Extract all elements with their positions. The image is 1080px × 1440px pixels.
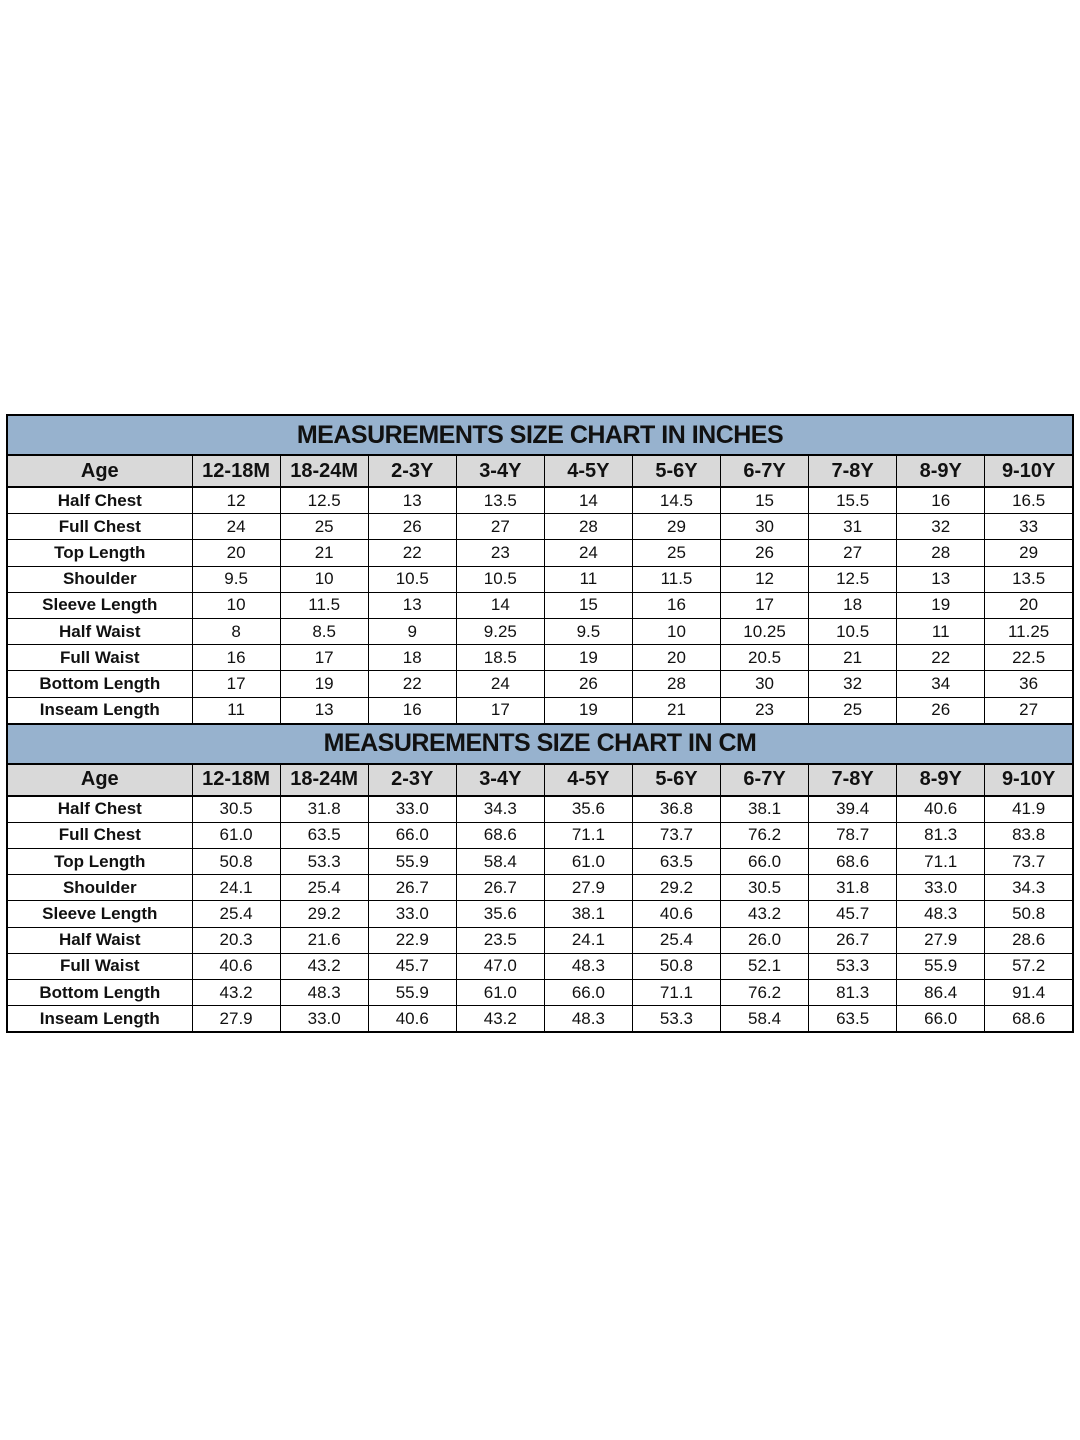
measurement-value: 13 [280, 697, 368, 724]
measurement-value: 17 [280, 645, 368, 671]
measurement-value: 39.4 [809, 796, 897, 823]
measurement-value: 33 [985, 514, 1073, 540]
measurement-value: 34 [897, 671, 985, 697]
measurement-label: Half Chest [7, 796, 192, 823]
measurement-value: 9.25 [456, 618, 544, 644]
measurement-value: 30 [721, 671, 809, 697]
measurement-label: Top Length [7, 540, 192, 566]
measurement-label: Shoulder [7, 566, 192, 592]
measurement-value: 22.9 [368, 927, 456, 953]
measurement-label: Full Chest [7, 822, 192, 848]
measurement-value: 15 [721, 487, 809, 514]
measurement-value: 33.0 [280, 1006, 368, 1033]
measurement-value: 41.9 [985, 796, 1073, 823]
measurement-label: Sleeve Length [7, 901, 192, 927]
age-header: Age [7, 764, 192, 796]
measurement-value: 73.7 [985, 849, 1073, 875]
age-column-header: 9-10Y [985, 455, 1073, 487]
measurement-value: 16.5 [985, 487, 1073, 514]
measurement-value: 27.9 [897, 927, 985, 953]
age-column-header: 18-24M [280, 764, 368, 796]
measurement-value: 43.2 [721, 901, 809, 927]
measurement-value: 43.2 [456, 1006, 544, 1033]
measurement-value: 19 [897, 592, 985, 618]
table-row [7, 953, 1073, 979]
measurement-value: 29.2 [280, 901, 368, 927]
measurement-value: 19 [280, 671, 368, 697]
measurement-value: 10 [632, 618, 720, 644]
measurement-value: 53.3 [809, 953, 897, 979]
measurement-value: 21 [809, 645, 897, 671]
measurement-value: 14.5 [632, 487, 720, 514]
age-column-header: 7-8Y [809, 455, 897, 487]
measurement-value: 25.4 [632, 927, 720, 953]
measurement-value: 27 [809, 540, 897, 566]
age-column-header: 12-18M [192, 764, 280, 796]
measurement-value: 22.5 [985, 645, 1073, 671]
measurement-value: 26 [368, 514, 456, 540]
measurement-value: 11 [192, 697, 280, 724]
size-chart-table [6, 414, 1074, 1033]
measurement-value: 40.6 [632, 901, 720, 927]
measurement-value: 27 [985, 697, 1073, 724]
measurement-value: 20 [632, 645, 720, 671]
measurement-value: 28 [544, 514, 632, 540]
measurement-value: 29.2 [632, 875, 720, 901]
measurement-value: 17 [721, 592, 809, 618]
measurement-value: 11.25 [985, 618, 1073, 644]
measurement-value: 11.5 [280, 592, 368, 618]
measurement-value: 15 [544, 592, 632, 618]
age-column-header: 2-3Y [368, 764, 456, 796]
chart-title-row-cm [7, 724, 1073, 764]
age-column-header: 6-7Y [721, 455, 809, 487]
measurement-value: 31 [809, 514, 897, 540]
table-row [7, 540, 1073, 566]
measurement-value: 10.5 [809, 618, 897, 644]
table-row [7, 487, 1073, 514]
age-column-header: 8-9Y [897, 455, 985, 487]
measurement-label: Half Waist [7, 927, 192, 953]
measurement-value: 25.4 [192, 901, 280, 927]
measurement-value: 20 [985, 592, 1073, 618]
measurement-value: 55.9 [368, 849, 456, 875]
measurement-value: 20.3 [192, 927, 280, 953]
measurement-value: 16 [368, 697, 456, 724]
measurement-value: 30.5 [192, 796, 280, 823]
measurement-value: 48.3 [544, 953, 632, 979]
measurement-value: 21 [280, 540, 368, 566]
measurement-value: 63.5 [280, 822, 368, 848]
measurement-value: 27.9 [544, 875, 632, 901]
measurement-value: 76.2 [721, 822, 809, 848]
measurement-value: 61.0 [456, 980, 544, 1006]
measurement-value: 66.0 [368, 822, 456, 848]
measurement-value: 40.6 [192, 953, 280, 979]
table-row [7, 849, 1073, 875]
measurement-value: 28 [632, 671, 720, 697]
measurement-value: 14 [456, 592, 544, 618]
measurement-value: 23.5 [456, 927, 544, 953]
table-row [7, 796, 1073, 823]
measurement-value: 20 [192, 540, 280, 566]
age-column-header: 9-10Y [985, 764, 1073, 796]
size-chart-body [7, 415, 1073, 1032]
measurement-value: 25 [280, 514, 368, 540]
measurement-value: 55.9 [897, 953, 985, 979]
measurement-value: 32 [809, 671, 897, 697]
measurement-value: 18 [809, 592, 897, 618]
measurement-value: 13.5 [985, 566, 1073, 592]
measurement-value: 11 [544, 566, 632, 592]
measurement-label: Inseam Length [7, 697, 192, 724]
age-column-header: 5-6Y [632, 455, 720, 487]
measurement-value: 31.8 [280, 796, 368, 823]
age-column-header: 8-9Y [897, 764, 985, 796]
measurement-value: 38.1 [721, 796, 809, 823]
header-row-inches [7, 455, 1073, 487]
measurement-value: 12.5 [809, 566, 897, 592]
age-column-header: 7-8Y [809, 764, 897, 796]
measurement-value: 71.1 [897, 849, 985, 875]
table-row [7, 671, 1073, 697]
age-column-header: 2-3Y [368, 455, 456, 487]
measurement-value: 63.5 [809, 1006, 897, 1033]
table-row [7, 927, 1073, 953]
measurement-value: 16 [192, 645, 280, 671]
measurement-value: 24.1 [192, 875, 280, 901]
measurement-value: 31.8 [809, 875, 897, 901]
measurement-value: 19 [544, 697, 632, 724]
measurement-value: 43.2 [280, 953, 368, 979]
measurement-value: 32 [897, 514, 985, 540]
table-row [7, 1006, 1073, 1033]
measurement-value: 12 [721, 566, 809, 592]
measurement-value: 24 [544, 540, 632, 566]
age-header: Age [7, 455, 192, 487]
measurement-value: 38.1 [544, 901, 632, 927]
measurement-value: 23 [721, 697, 809, 724]
measurement-value: 76.2 [721, 980, 809, 1006]
table-row [7, 514, 1073, 540]
table-row [7, 875, 1073, 901]
measurement-value: 13 [897, 566, 985, 592]
measurement-value: 10.5 [456, 566, 544, 592]
measurement-value: 27.9 [192, 1006, 280, 1033]
measurement-value: 45.7 [368, 953, 456, 979]
measurement-value: 24.1 [544, 927, 632, 953]
measurement-value: 73.7 [632, 822, 720, 848]
measurement-value: 19 [544, 645, 632, 671]
measurement-value: 86.4 [897, 980, 985, 1006]
measurement-value: 63.5 [632, 849, 720, 875]
measurement-value: 13 [368, 592, 456, 618]
measurement-value: 58.4 [721, 1006, 809, 1033]
measurement-value: 66.0 [544, 980, 632, 1006]
measurement-value: 10.5 [368, 566, 456, 592]
measurement-value: 71.1 [632, 980, 720, 1006]
measurement-value: 9.5 [192, 566, 280, 592]
measurement-value: 8 [192, 618, 280, 644]
measurement-value: 22 [897, 645, 985, 671]
measurement-value: 35.6 [544, 796, 632, 823]
measurement-value: 26.7 [368, 875, 456, 901]
measurement-value: 68.6 [809, 849, 897, 875]
table-row [7, 901, 1073, 927]
age-column-header: 5-6Y [632, 764, 720, 796]
measurement-value: 26.7 [809, 927, 897, 953]
measurement-value: 66.0 [897, 1006, 985, 1033]
measurement-value: 13 [368, 487, 456, 514]
measurement-value: 33.0 [368, 796, 456, 823]
measurement-value: 27 [456, 514, 544, 540]
size-chart-sheet [6, 414, 1074, 1033]
measurement-value: 52.1 [721, 953, 809, 979]
measurement-label: Full Waist [7, 953, 192, 979]
measurement-value: 10.25 [721, 618, 809, 644]
measurement-value: 11 [897, 618, 985, 644]
measurement-value: 61.0 [192, 822, 280, 848]
measurement-value: 48.3 [897, 901, 985, 927]
measurement-value: 45.7 [809, 901, 897, 927]
measurement-value: 78.7 [809, 822, 897, 848]
measurement-label: Bottom Length [7, 980, 192, 1006]
measurement-label: Sleeve Length [7, 592, 192, 618]
measurement-value: 55.9 [368, 980, 456, 1006]
measurement-value: 8.5 [280, 618, 368, 644]
measurement-value: 20.5 [721, 645, 809, 671]
measurement-value: 57.2 [985, 953, 1073, 979]
header-row-cm [7, 764, 1073, 796]
measurement-label: Shoulder [7, 875, 192, 901]
measurement-value: 28 [897, 540, 985, 566]
chart-title-inches: MEASUREMENTS SIZE CHART IN INCHES [7, 415, 1073, 455]
measurement-value: 48.3 [544, 1006, 632, 1033]
measurement-value: 40.6 [368, 1006, 456, 1033]
age-column-header: 4-5Y [544, 764, 632, 796]
measurement-value: 50.8 [985, 901, 1073, 927]
measurement-value: 30 [721, 514, 809, 540]
measurement-value: 66.0 [721, 849, 809, 875]
age-column-header: 12-18M [192, 455, 280, 487]
measurement-value: 24 [456, 671, 544, 697]
measurement-value: 15.5 [809, 487, 897, 514]
measurement-value: 12.5 [280, 487, 368, 514]
measurement-value: 26 [721, 540, 809, 566]
measurement-value: 48.3 [280, 980, 368, 1006]
measurement-value: 18.5 [456, 645, 544, 671]
measurement-value: 24 [192, 514, 280, 540]
measurement-value: 36 [985, 671, 1073, 697]
measurement-value: 13.5 [456, 487, 544, 514]
measurement-value: 21 [632, 697, 720, 724]
measurement-value: 30.5 [721, 875, 809, 901]
measurement-value: 21.6 [280, 927, 368, 953]
measurement-value: 71.1 [544, 822, 632, 848]
table-row [7, 980, 1073, 1006]
measurement-value: 17 [192, 671, 280, 697]
measurement-value: 26 [897, 697, 985, 724]
measurement-value: 34.3 [985, 875, 1073, 901]
measurement-label: Inseam Length [7, 1006, 192, 1033]
measurement-value: 61.0 [544, 849, 632, 875]
measurement-value: 68.6 [985, 1006, 1073, 1033]
table-row [7, 566, 1073, 592]
measurement-value: 25 [809, 697, 897, 724]
measurement-value: 35.6 [456, 901, 544, 927]
measurement-value: 34.3 [456, 796, 544, 823]
measurement-value: 53.3 [632, 1006, 720, 1033]
measurement-value: 43.2 [192, 980, 280, 1006]
measurement-label: Full Chest [7, 514, 192, 540]
measurement-value: 68.6 [456, 822, 544, 848]
measurement-label: Full Waist [7, 645, 192, 671]
measurement-value: 12 [192, 487, 280, 514]
age-column-header: 3-4Y [456, 455, 544, 487]
measurement-value: 36.8 [632, 796, 720, 823]
measurement-value: 25.4 [280, 875, 368, 901]
measurement-value: 28.6 [985, 927, 1073, 953]
age-column-header: 4-5Y [544, 455, 632, 487]
measurement-value: 91.4 [985, 980, 1073, 1006]
measurement-value: 22 [368, 540, 456, 566]
table-row [7, 592, 1073, 618]
measurement-value: 47.0 [456, 953, 544, 979]
measurement-value: 22 [368, 671, 456, 697]
measurement-value: 53.3 [280, 849, 368, 875]
measurement-value: 11.5 [632, 566, 720, 592]
measurement-value: 16 [632, 592, 720, 618]
table-row [7, 697, 1073, 724]
measurement-value: 14 [544, 487, 632, 514]
measurement-value: 29 [985, 540, 1073, 566]
table-row [7, 822, 1073, 848]
measurement-value: 33.0 [368, 901, 456, 927]
measurement-value: 58.4 [456, 849, 544, 875]
measurement-label: Top Length [7, 849, 192, 875]
measurement-label: Half Chest [7, 487, 192, 514]
measurement-value: 50.8 [632, 953, 720, 979]
measurement-value: 17 [456, 697, 544, 724]
measurement-value: 10 [280, 566, 368, 592]
measurement-value: 81.3 [897, 822, 985, 848]
age-column-header: 3-4Y [456, 764, 544, 796]
measurement-value: 23 [456, 540, 544, 566]
measurement-value: 50.8 [192, 849, 280, 875]
measurement-value: 26.7 [456, 875, 544, 901]
table-row [7, 618, 1073, 644]
age-column-header: 18-24M [280, 455, 368, 487]
measurement-value: 18 [368, 645, 456, 671]
measurement-value: 81.3 [809, 980, 897, 1006]
measurement-value: 83.8 [985, 822, 1073, 848]
table-row [7, 645, 1073, 671]
measurement-value: 26 [544, 671, 632, 697]
measurement-value: 9.5 [544, 618, 632, 644]
measurement-value: 26.0 [721, 927, 809, 953]
measurement-label: Half Waist [7, 618, 192, 644]
measurement-label: Bottom Length [7, 671, 192, 697]
measurement-value: 16 [897, 487, 985, 514]
measurement-value: 25 [632, 540, 720, 566]
measurement-value: 33.0 [897, 875, 985, 901]
measurement-value: 29 [632, 514, 720, 540]
chart-title-cm: MEASUREMENTS SIZE CHART IN CM [7, 724, 1073, 764]
measurement-value: 40.6 [897, 796, 985, 823]
age-column-header: 6-7Y [721, 764, 809, 796]
measurement-value: 10 [192, 592, 280, 618]
measurement-value: 9 [368, 618, 456, 644]
chart-title-row-inches [7, 415, 1073, 455]
